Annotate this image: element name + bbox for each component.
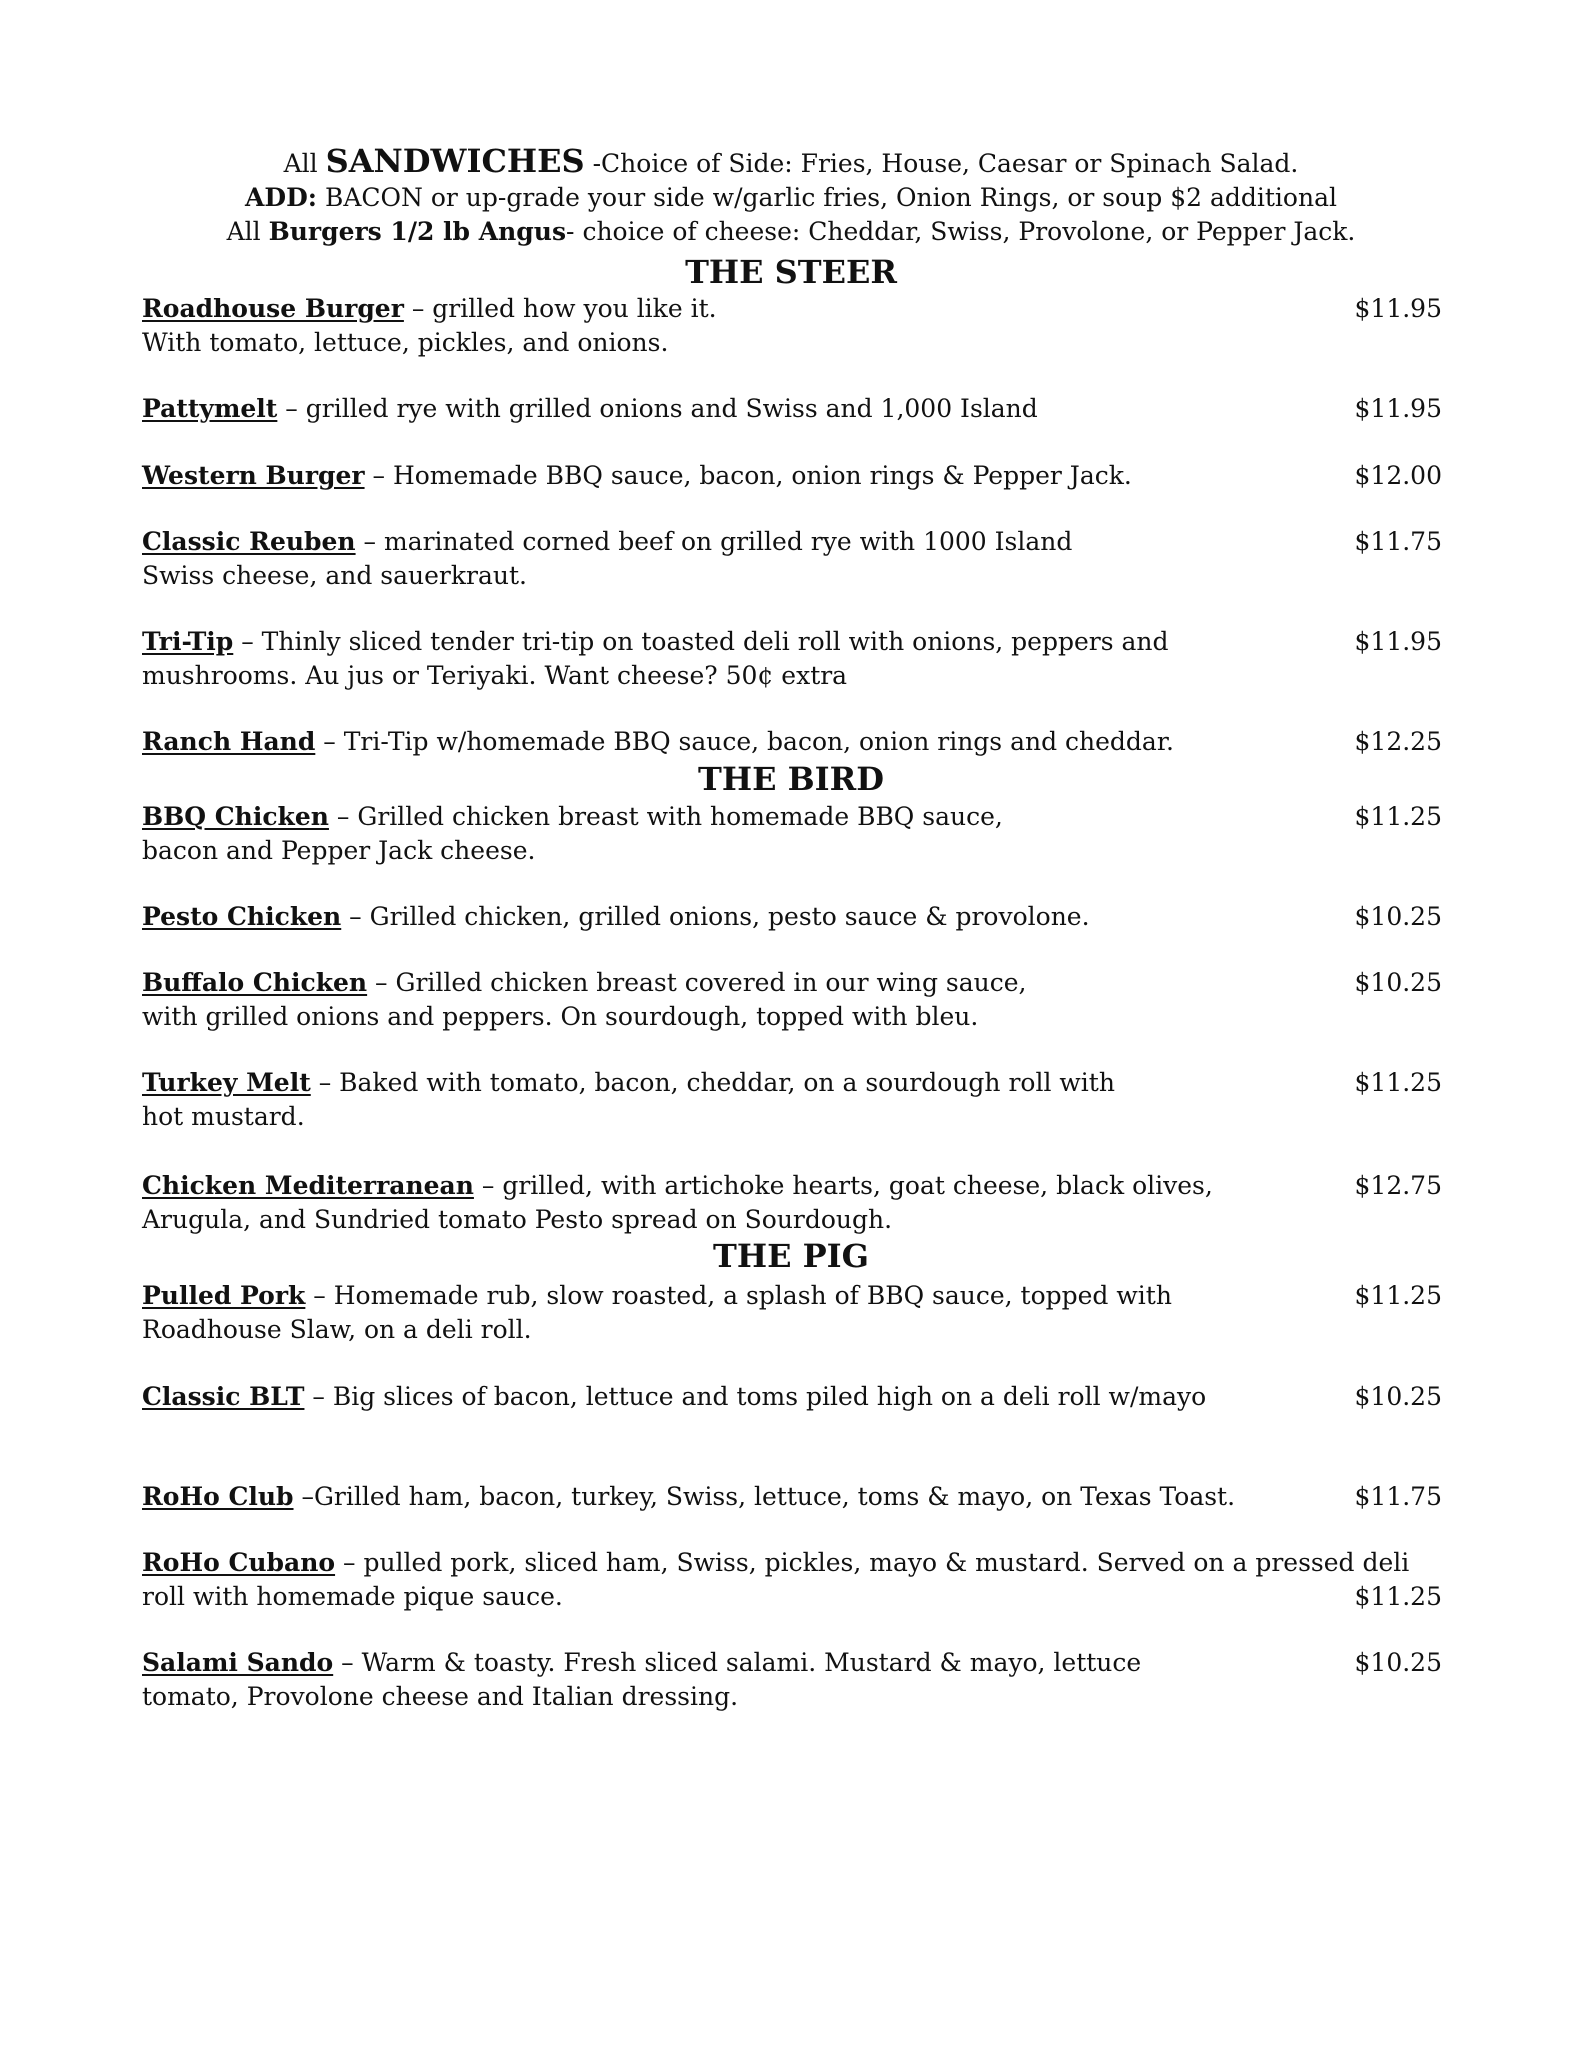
item-desc-2: bacon and Pepper Jack cheese. — [142, 836, 536, 865]
item-desc: – Warm & toasty. Fresh sliced salami. Mustard & mayo, lettuce — [333, 1648, 1142, 1677]
item-desc: – Homemade BBQ sauce, bacon, onion rings & Pepper Jack. — [364, 461, 1132, 490]
item-desc-2: Swiss cheese, and sauerkraut. — [142, 561, 527, 590]
item-price: $10.25 — [1354, 968, 1442, 997]
menu-item — [142, 1279, 1442, 1347]
item-price: $11.25 — [1354, 1582, 1442, 1611]
item-price: $11.95 — [1354, 394, 1442, 423]
item-desc-2: roll with homemade pique sauce. — [142, 1582, 563, 1611]
item-price: $11.95 — [1354, 294, 1442, 323]
item-desc: – grilled, with artichoke hearts, goat cheese, black olives, — [473, 1171, 1213, 1200]
item-name: RoHo Club — [142, 1482, 294, 1511]
item-desc: – Tri-Tip w/homemade BBQ sauce, bacon, onion rings and cheddar. — [315, 727, 1174, 756]
header-line-1: All SANDWICHES -Choice of Side: Fries, House, Caesar or Spinach Salad. — [283, 142, 1299, 180]
item-price: $11.25 — [1354, 1281, 1442, 1310]
menu-item — [142, 625, 1442, 693]
menu-item — [142, 525, 1442, 593]
item-name: Chicken Mediterranean — [142, 1171, 474, 1200]
item-desc-2: Arugula, and Sundried tomato Pesto spread on Sourdough. — [142, 1205, 893, 1234]
item-name: Turkey Melt — [142, 1068, 311, 1097]
item-desc: –Grilled ham, bacon, turkey, Swiss, lettuce, toms & mayo, on Texas Toast. — [293, 1482, 1236, 1511]
item-name: Pattymelt — [142, 394, 278, 423]
item-desc: – grilled how you like it. — [403, 294, 717, 323]
section-title-pig: THE PIG — [713, 1237, 869, 1275]
item-name: Classic Reuben — [142, 527, 356, 556]
item-price: $11.75 — [1354, 1482, 1442, 1511]
item-price: $10.25 — [1354, 902, 1442, 931]
menu-item — [142, 725, 1442, 759]
menu-item — [142, 966, 1442, 1034]
item-desc: – marinated corned beef on grilled rye with 1000 Island — [355, 527, 1073, 556]
item-desc: – Homemade rub, slow roasted, a splash of BBQ sauce, topped with — [305, 1281, 1172, 1310]
item-desc-2: With tomato, lettuce, pickles, and onions. — [142, 328, 669, 357]
item-name: Tri-Tip — [142, 627, 234, 656]
item-desc: – Baked with tomato, bacon, cheddar, on a sourdough roll with — [310, 1068, 1115, 1097]
item-price: $12.75 — [1354, 1171, 1442, 1200]
item-price: $11.25 — [1354, 1068, 1442, 1097]
item-desc-2: hot mustard. — [142, 1102, 305, 1131]
header-line-3: All Burgers 1/2 lb Angus- choice of cheese: Cheddar, Swiss, Provolone, or Pepper Jack. — [226, 217, 1356, 246]
item-price: $12.00 — [1354, 461, 1442, 490]
menu-item — [142, 292, 1442, 360]
item-desc: – grilled rye with grilled onions and Swiss and 1,000 Island — [277, 394, 1038, 423]
item-price: $11.75 — [1354, 527, 1442, 556]
item-name: BBQ Chicken — [142, 802, 329, 831]
section-title-steer: THE STEER — [685, 253, 897, 291]
item-name: Pesto Chicken — [142, 902, 342, 931]
item-desc-2: mushrooms. Au jus or Teriyaki. Want cheese? 50¢ extra — [142, 661, 848, 690]
item-desc: – Grilled chicken breast covered in our wing sauce, — [367, 968, 1027, 997]
item-price: $11.25 — [1354, 802, 1442, 831]
item-desc: – Big slices of bacon, lettuce and toms piled high on a deli roll w/mayo — [304, 1382, 1207, 1411]
item-desc-2: Roadhouse Slaw, on a deli roll. — [142, 1315, 532, 1344]
sandwiches-heading: SANDWICHES — [325, 142, 585, 180]
item-name: Pulled Pork — [142, 1281, 306, 1310]
item-desc: – pulled pork, sliced ham, Swiss, pickles, mayo & mustard. Served on a pressed deli — [335, 1548, 1410, 1577]
item-name: Western Burger — [142, 461, 365, 490]
item-name: Ranch Hand — [142, 727, 316, 756]
item-price: $10.25 — [1354, 1382, 1442, 1411]
menu-header — [0, 144, 1582, 249]
menu-item — [142, 459, 1442, 493]
item-name: Salami Sando — [142, 1648, 334, 1677]
item-desc: – Grilled chicken breast with homemade BBQ sauce, — [328, 802, 1003, 831]
menu-item — [142, 392, 1442, 426]
item-desc: – Grilled chicken, grilled onions, pesto sauce & provolone. — [341, 902, 1090, 931]
menu-item — [142, 1480, 1442, 1514]
menu-item — [142, 1169, 1442, 1237]
menu-item — [142, 800, 1442, 868]
menu-item — [142, 1380, 1442, 1414]
menu-item — [142, 1546, 1442, 1614]
menu-item — [142, 1066, 1442, 1134]
item-name: Classic BLT — [142, 1382, 305, 1411]
menu-item — [142, 1646, 1442, 1714]
header-line-2: ADD: BACON or up-grade your side w/garlic fries, Onion Rings, or soup $2 additional — [245, 183, 1337, 212]
item-name: Roadhouse Burger — [142, 294, 404, 323]
menu-item — [142, 900, 1442, 934]
item-desc-2: with grilled onions and peppers. On sourdough, topped with bleu. — [142, 1002, 979, 1031]
item-price: $11.95 — [1354, 627, 1442, 656]
item-price: $12.25 — [1354, 727, 1442, 756]
item-name: RoHo Cubano — [142, 1548, 336, 1577]
item-desc: – Thinly sliced tender tri-tip on toasted deli roll with onions, peppers and — [233, 627, 1169, 656]
item-desc-2: tomato, Provolone cheese and Italian dressing. — [142, 1682, 739, 1711]
item-price: $10.25 — [1354, 1648, 1442, 1677]
item-name: Buffalo Chicken — [142, 968, 368, 997]
section-title-bird: THE BIRD — [698, 760, 884, 798]
